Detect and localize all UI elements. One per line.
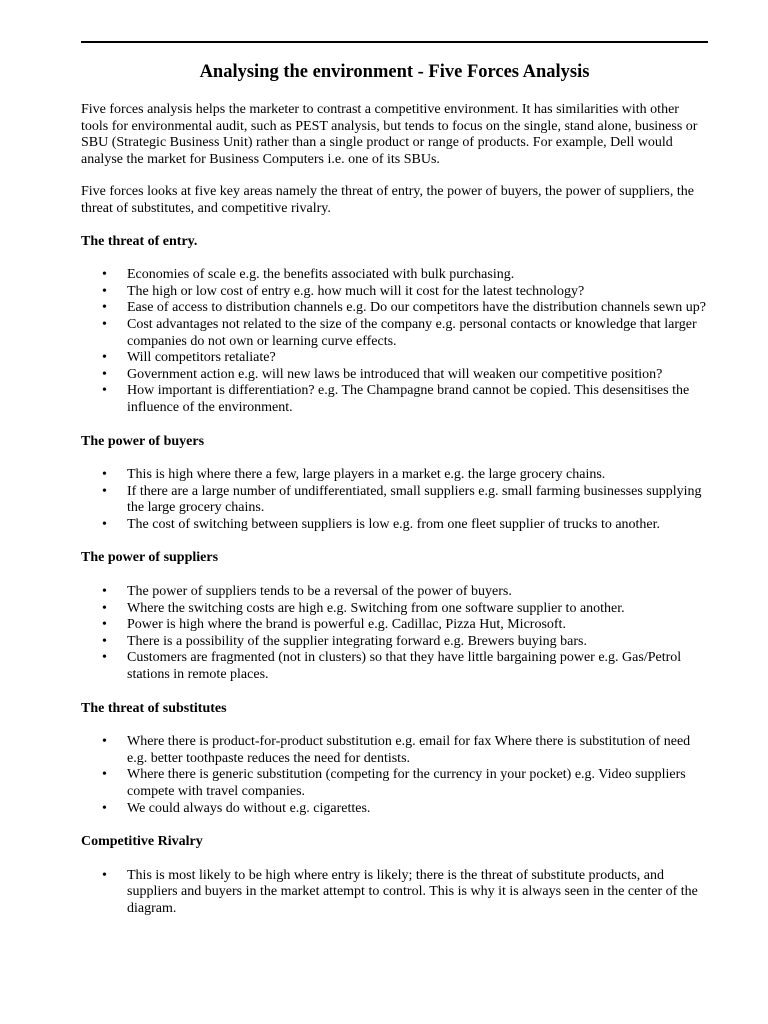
list-item: • The cost of switching between suppliers is low e.g. from one fleet supplier of trucks to another. [81, 517, 708, 534]
list-item: • Economies of scale e.g. the benefits associated with bulk purchasing. [81, 267, 708, 284]
section-heading-threat-of-substitutes: The threat of substitutes [81, 700, 227, 716]
bullet-list-threat-of-substitutes [81, 734, 708, 817]
top-rule [81, 41, 708, 43]
document-page [81, 60, 708, 935]
intro-paragraph-1: Five forces analysis helps the marketer to contrast a competitive environment. It has similarities with other tools for environmental audit, such as PEST analysis, but tends to focus on the single, stand alone, business or SBU (Strategic Business Unit) rather than a single product or range of products. For example, Dell would analyse the market for Business Computers i.e. one of its SBUs. [81, 102, 698, 167]
section-heading-power-of-suppliers: The power of suppliers [81, 550, 219, 566]
intro-paragraph-2: Five forces looks at five key areas namely the threat of entry, the power of buyers, the power of suppliers, the threat of substitutes, and competitive rivalry. [81, 184, 694, 216]
list-item: • Ease of access to distribution channels e.g. Do our competitors have the distribution channels sewn up? [81, 300, 708, 317]
list-item: • Customers are fragmented (not in clusters) so that they have little bargaining power e.g. Gas/Petrol stations in remote places. [81, 650, 708, 683]
list-item: • The power of suppliers tends to be a reversal of the power of buyers. [81, 584, 708, 601]
list-item: • Power is high where the brand is powerful e.g. Cadillac, Pizza Hut, Microsoft. [81, 617, 708, 634]
list-item: • Where the switching costs are high e.g. Switching from one software supplier to another. [81, 601, 708, 618]
list-item: • Will competitors retaliate? [81, 350, 708, 367]
list-item: • Government action e.g. will new laws be introduced that will weaken our competitive position? [81, 367, 708, 384]
section-heading-competitive-rivalry: Competitive Rivalry [81, 834, 203, 850]
bullet-list-power-of-buyers [81, 467, 708, 533]
bullet-list-competitive-rivalry [81, 868, 708, 918]
list-item: • This is most likely to be high where entry is likely; there is the threat of substitute products, and suppliers and buyers in the market attempt to control. This is why it is always seen in the center of the diagram. [81, 868, 708, 918]
section-heading-threat-of-entry: The threat of entry. [81, 233, 198, 249]
bullet-list-threat-of-entry [81, 267, 708, 416]
list-item: • We could always do without e.g. cigarettes. [81, 801, 708, 818]
list-item: • If there are a large number of undifferentiated, small suppliers e.g. small farming businesses supplying the large grocery chains. [81, 484, 708, 517]
list-item: • Cost advantages not related to the size of the company e.g. personal contacts or knowledge that larger companies do not own or learning curve effects. [81, 317, 708, 350]
page-title: Analysing the environment - Five Forces Analysis [199, 62, 590, 82]
bullet-list-power-of-suppliers [81, 584, 708, 684]
list-item: • The high or low cost of entry e.g. how much will it cost for the latest technology? [81, 284, 708, 301]
section-heading-power-of-buyers: The power of buyers [81, 433, 205, 449]
list-item: • There is a possibility of the supplier integrating forward e.g. Brewers buying bars. [81, 634, 708, 651]
list-item: • This is high where there a few, large players in a market e.g. the large grocery chains. [81, 467, 708, 484]
list-item: • Where there is generic substitution (competing for the currency in your pocket) e.g. Video suppliers compete with travel companies. [81, 767, 708, 800]
list-item: • How important is differentiation? e.g. The Champagne brand cannot be copied. This desensitises the influence of the environment. [81, 383, 708, 416]
list-item: • Where there is product-for-product substitution e.g. email for fax Where there is substitution of need e.g. better toothpaste reduces the need for dentists. [81, 734, 708, 767]
